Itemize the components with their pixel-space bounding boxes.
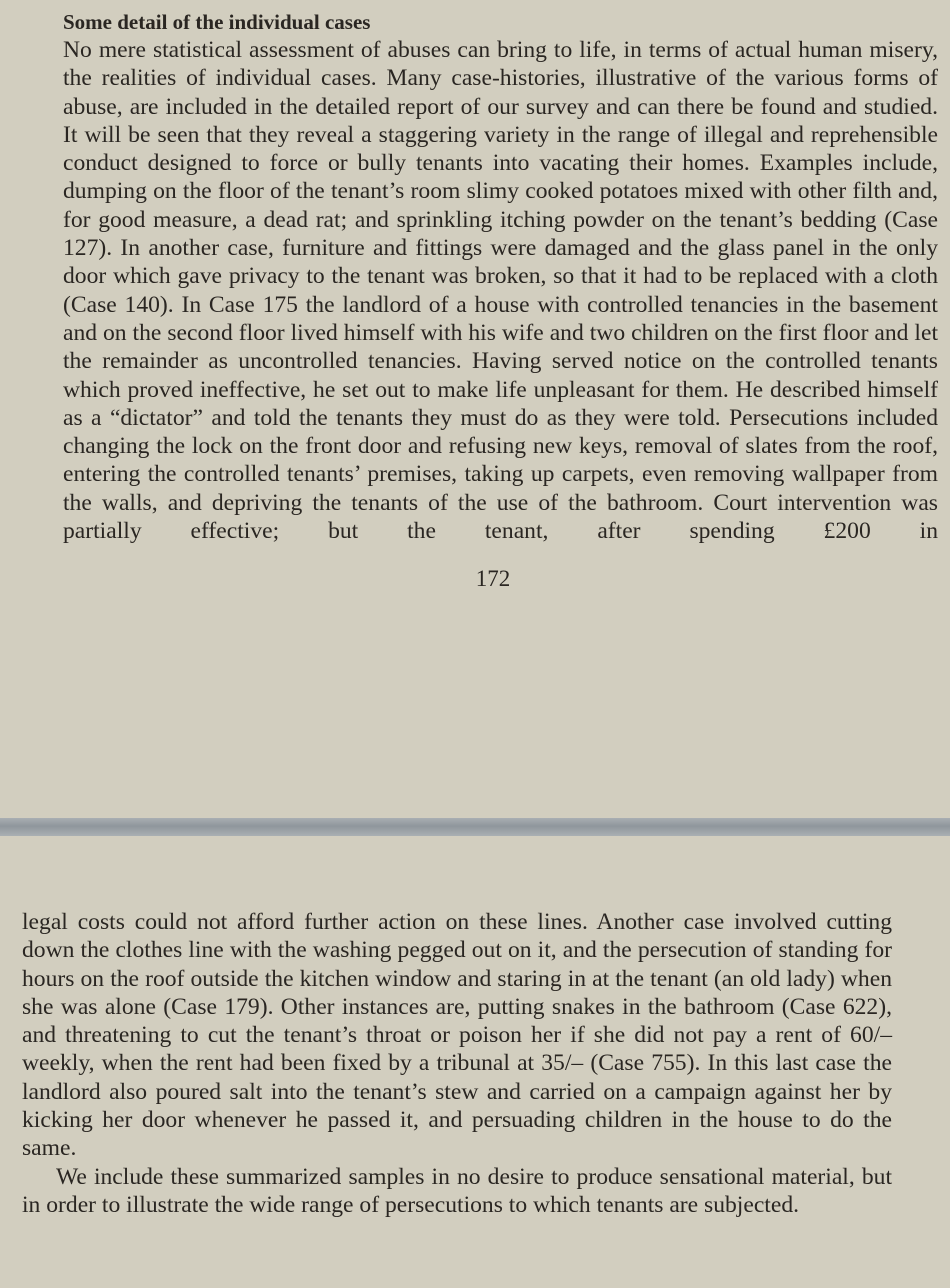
page-divider — [0, 818, 950, 836]
bottom-page — [0, 836, 950, 1288]
bottom-paragraph-2: We include these summarized samples in no desire to produce sensational material, but in order to illustrate the wide range of persecutions to which tenants are subjected. — [22, 1163, 892, 1218]
page-number: 172 — [475, 566, 511, 592]
section-heading: Some detail of the individual cases — [63, 10, 371, 34]
top-paragraph: No mere statistical assessment of abuses can bring to life, in terms of actual human misery, the realities of individual cases. Many case-histories, illustrative of the various forms of abuse, are included in the detailed report of our survey and can there be found and studied. It will be seen that they reveal a staggering variety in the range of illegal and reprehensible conduct designed to force or bully tenants into vacating their homes. Examples include, dumping on the floor of the tenant’s room slimy cooked potatoes mixed with other filth and, for good measure, a dead rat; and sprinkling itching powder on the tenant’s bedding (Case 127). In another case, furniture and fittings were damaged and the glass panel in the only door which gave privacy to the tenant was broken, so that it had to be replaced with a cloth (Case 140). In Case 175 the landlord of a house with controlled tenancies in the basement and on the second floor lived himself with his wife and two children on the first floor and let the remainder as uncontrolled tenancies. Having served notice on the controlled tenants which proved ineffective, he set out to make life unpleasant for them. He described himself as a “dictator” and told the tenants they must do as they were told. Persecutions included changing the lock on the front door and refusing new keys, removal of slates from the roof, entering the controlled tenants’ premises, taking up carpets, even removing wallpaper from the walls, and depriving the tenants of the use of the bathroom. Court intervention was partially effective; but the tenant, after spending £200 in — [63, 37, 938, 545]
bottom-paragraph-1: legal costs could not afford further action on these lines. Another case involved cutting down the clothes line with the washing pegged out on it, and the persecution of standing for hours on the roof outside the kitchen window and staring in at the tenant (an old lady) when she was alone (Case 179). Other instances are, putting snakes in the bathroom (Case 622), and threatening to cut the tenant’s throat or poison her if she did not pay a rent of 60/– weekly, when the rent had been fixed by a tribunal at 35/– (Case 755). In this last case the landlord also poured salt into the tenant’s stew and carried on a campaign against her by kicking her door whenever he passed it, and persuading children in the house to do the same. — [22, 909, 892, 1162]
